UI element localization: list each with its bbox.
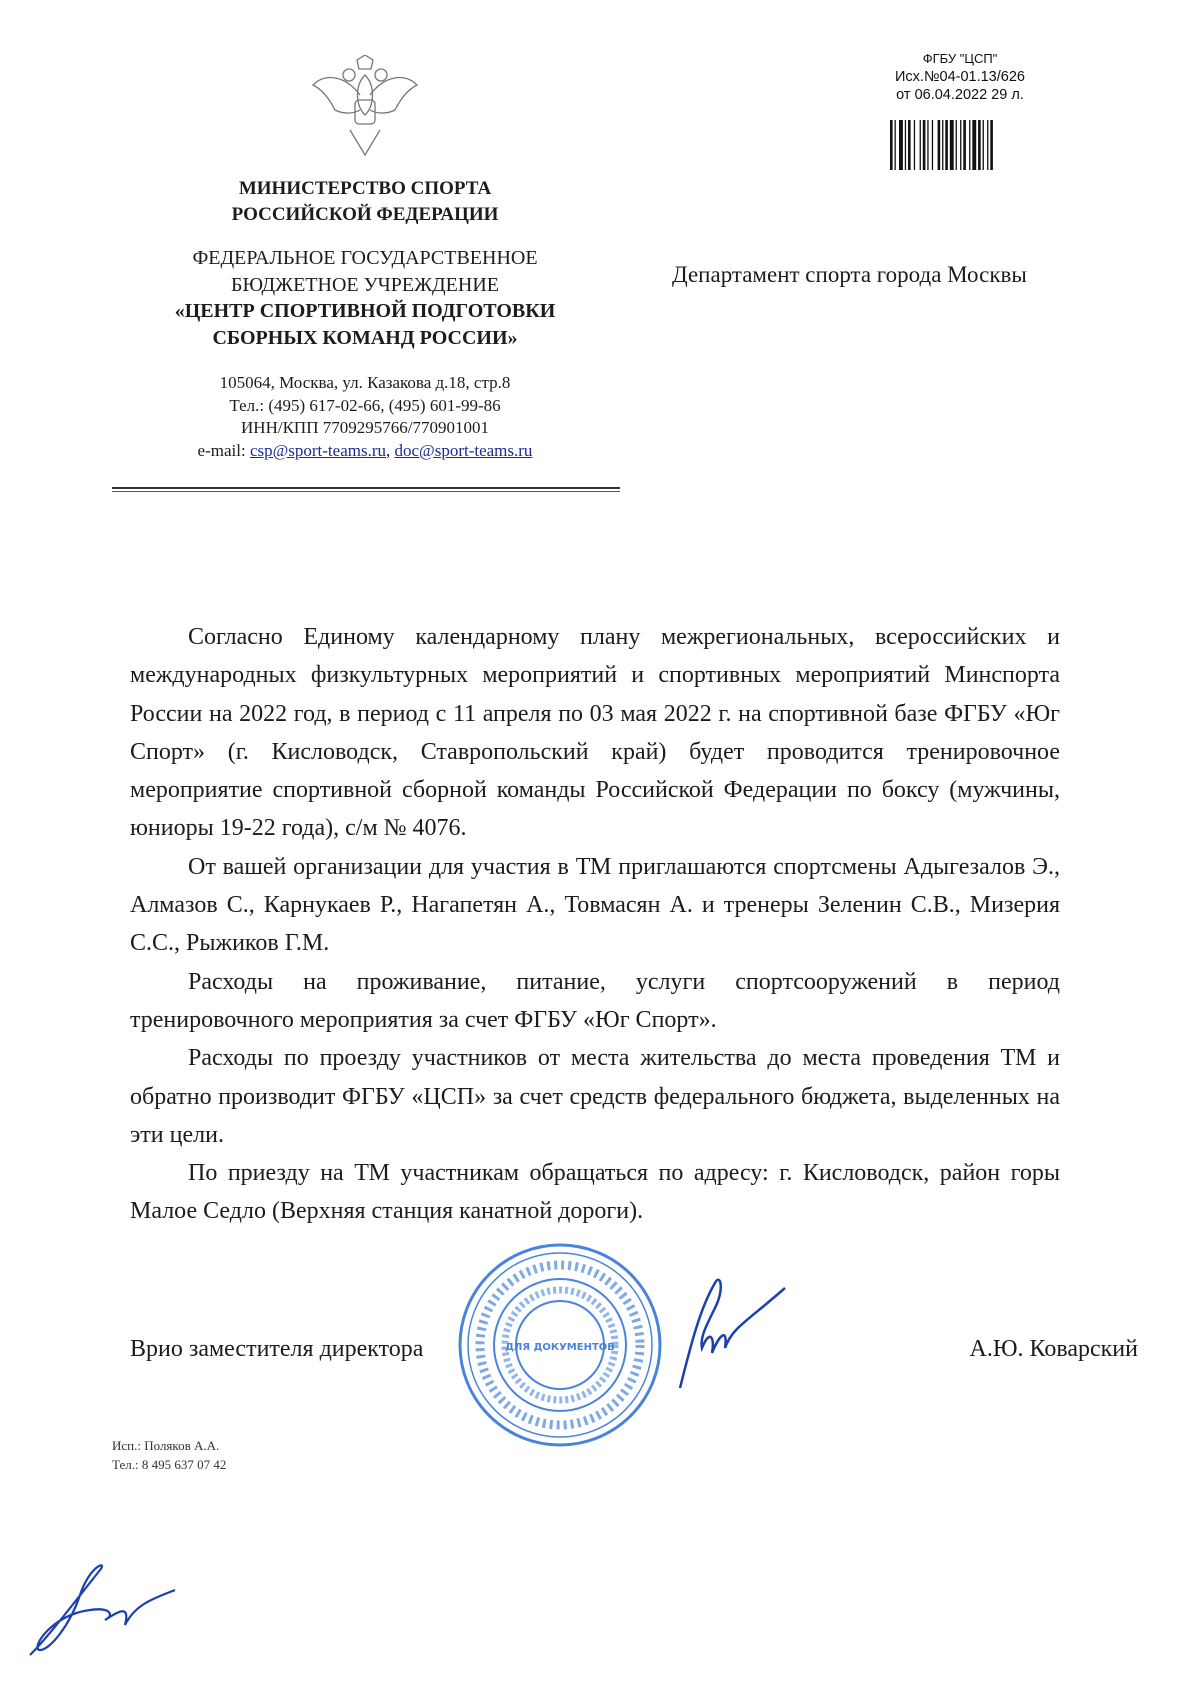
barcode-bar xyxy=(938,120,941,170)
barcode-bar xyxy=(923,120,926,170)
signatory-position: Врио заместителя директора xyxy=(130,1336,424,1362)
barcode-bar xyxy=(972,120,976,170)
paragraph: Согласно Единому календарному плану межрегиональных, всероссийских и международных физкультурных мероприятий и спортивных мероприятий Минспорта России на 2022 год, в период с 11 апреля по 03 мая 2022 г. на спортивной базе ФГБУ «Юг Спорт» (г. Кисловодск, Ставропольский край) будет проводится тренировочное мероприятие спортивной сборной команды Российской Федерации по боксу (мужчины, юниоры 19-22 года), с/м № 4076. xyxy=(130,624,1060,842)
barcode-bar xyxy=(969,120,970,170)
barcode-bar xyxy=(927,120,928,170)
registration-org: ФГБУ "ЦСП" xyxy=(922,51,998,66)
handwritten-signature xyxy=(660,1268,790,1398)
barcode xyxy=(890,120,1035,170)
barcode-bar xyxy=(983,120,984,170)
barcode-bar xyxy=(890,120,893,170)
date-pages: от 06.04.2022 29 л. xyxy=(896,87,1024,103)
barcode-bar xyxy=(895,120,896,170)
letter-body xyxy=(130,618,1060,1231)
inn-kpp: ИНН/КПП 7709295766/770901001 xyxy=(241,418,489,437)
email-link-doc[interactable]: doc@sport-teams.ru xyxy=(394,440,533,460)
paragraph: Расходы на проживание, питание, услуги спортсооружений в период тренировочного мероприятия за счет ФГБУ «Юг Спорт». xyxy=(130,968,1060,1033)
barcode-bar xyxy=(905,120,906,170)
email-label: e-mail: xyxy=(197,440,250,460)
institution-name-line: «ЦЕНТР СПОРТИВНОЙ ПОДГОТОВКИ xyxy=(174,300,556,322)
barcode-bar xyxy=(956,120,957,170)
paragraph: По приезду на ТМ участникам обращаться по адресу: г. Кисловодск, район горы Малое Седло (Верхняя станция канатной дороги). xyxy=(130,1160,1060,1225)
ministry-line: МИНИСТЕРСТВО СПОРТА xyxy=(238,178,492,199)
executor-info xyxy=(112,1436,226,1474)
handwritten-initial xyxy=(20,1555,180,1665)
signatory-name: А.Ю. Коварский xyxy=(969,1336,1138,1362)
contact-block xyxy=(110,372,620,462)
barcode-bar xyxy=(920,120,921,170)
barcode-bar xyxy=(942,120,943,170)
barcode-bar xyxy=(978,120,981,170)
barcode-bar xyxy=(963,120,966,170)
recipient: Департамент спорта города Москвы xyxy=(672,262,1027,287)
institution-type-line: БЮДЖЕТНОЕ УЧРЕЖДЕНИЕ xyxy=(230,273,500,296)
institution-type-line: ФЕДЕРАЛЬНОЕ ГОСУДАРСТВЕННОЕ xyxy=(192,247,538,269)
email-line xyxy=(110,440,620,463)
executor-name: Исп.: Поляков А.А. xyxy=(112,1438,220,1453)
institution-name-line: СБОРНЫХ КОМАНД РОССИИ» xyxy=(212,326,518,349)
barcode-bar xyxy=(960,120,961,170)
paragraph: От вашей организации для участия в ТМ приглашаются спортсмены Адыгезалов Э., Алмазов С., Карнукаев Р., Нагапетян А., Товмасян А. и тренеры Зеленин С.В., Мизерия С.С., Рыжиков Г.М. xyxy=(130,853,1060,957)
coat-of-arms-emblem xyxy=(305,55,425,165)
header-divider xyxy=(112,487,620,492)
paragraph: Расходы по проезду участников от места жительства до места проведения ТМ и обратно производит ФГБУ «ЦСП» за счет средств федерального бюджета, выделенных на эти цели. xyxy=(130,1045,1060,1148)
barcode-bar xyxy=(945,120,948,170)
barcode-bar xyxy=(908,120,911,170)
svg-text:ДЛЯ ДОКУМЕНТОВ: ДЛЯ ДОКУМЕНТОВ xyxy=(505,1342,615,1353)
executor-phone: Тел.: 8 495 637 07 42 xyxy=(112,1457,227,1472)
ministry-line: РОССИЙСКОЙ ФЕДЕРАЦИИ xyxy=(231,204,499,225)
official-seal xyxy=(455,1240,665,1450)
barcode-bar xyxy=(932,120,933,170)
barcode-bar xyxy=(990,120,993,170)
email-separator: , xyxy=(386,440,395,460)
institution-block xyxy=(110,245,620,351)
ministry-name xyxy=(120,176,610,228)
phone: Тел.: (495) 617-02-66, (495) 601-99-86 xyxy=(229,395,501,415)
email-link-csp[interactable]: csp@sport-teams.ru xyxy=(249,440,386,460)
barcode-bar xyxy=(914,120,915,170)
barcode-bar xyxy=(899,120,903,170)
registration-stamp xyxy=(860,50,1060,104)
address: 105064, Москва, ул. Казакова д.18, стр.8 xyxy=(219,373,511,392)
barcode-bar xyxy=(950,120,954,170)
outgoing-number: Исх.№04-01.13/626 xyxy=(895,69,1025,85)
barcode-bar xyxy=(987,120,988,170)
